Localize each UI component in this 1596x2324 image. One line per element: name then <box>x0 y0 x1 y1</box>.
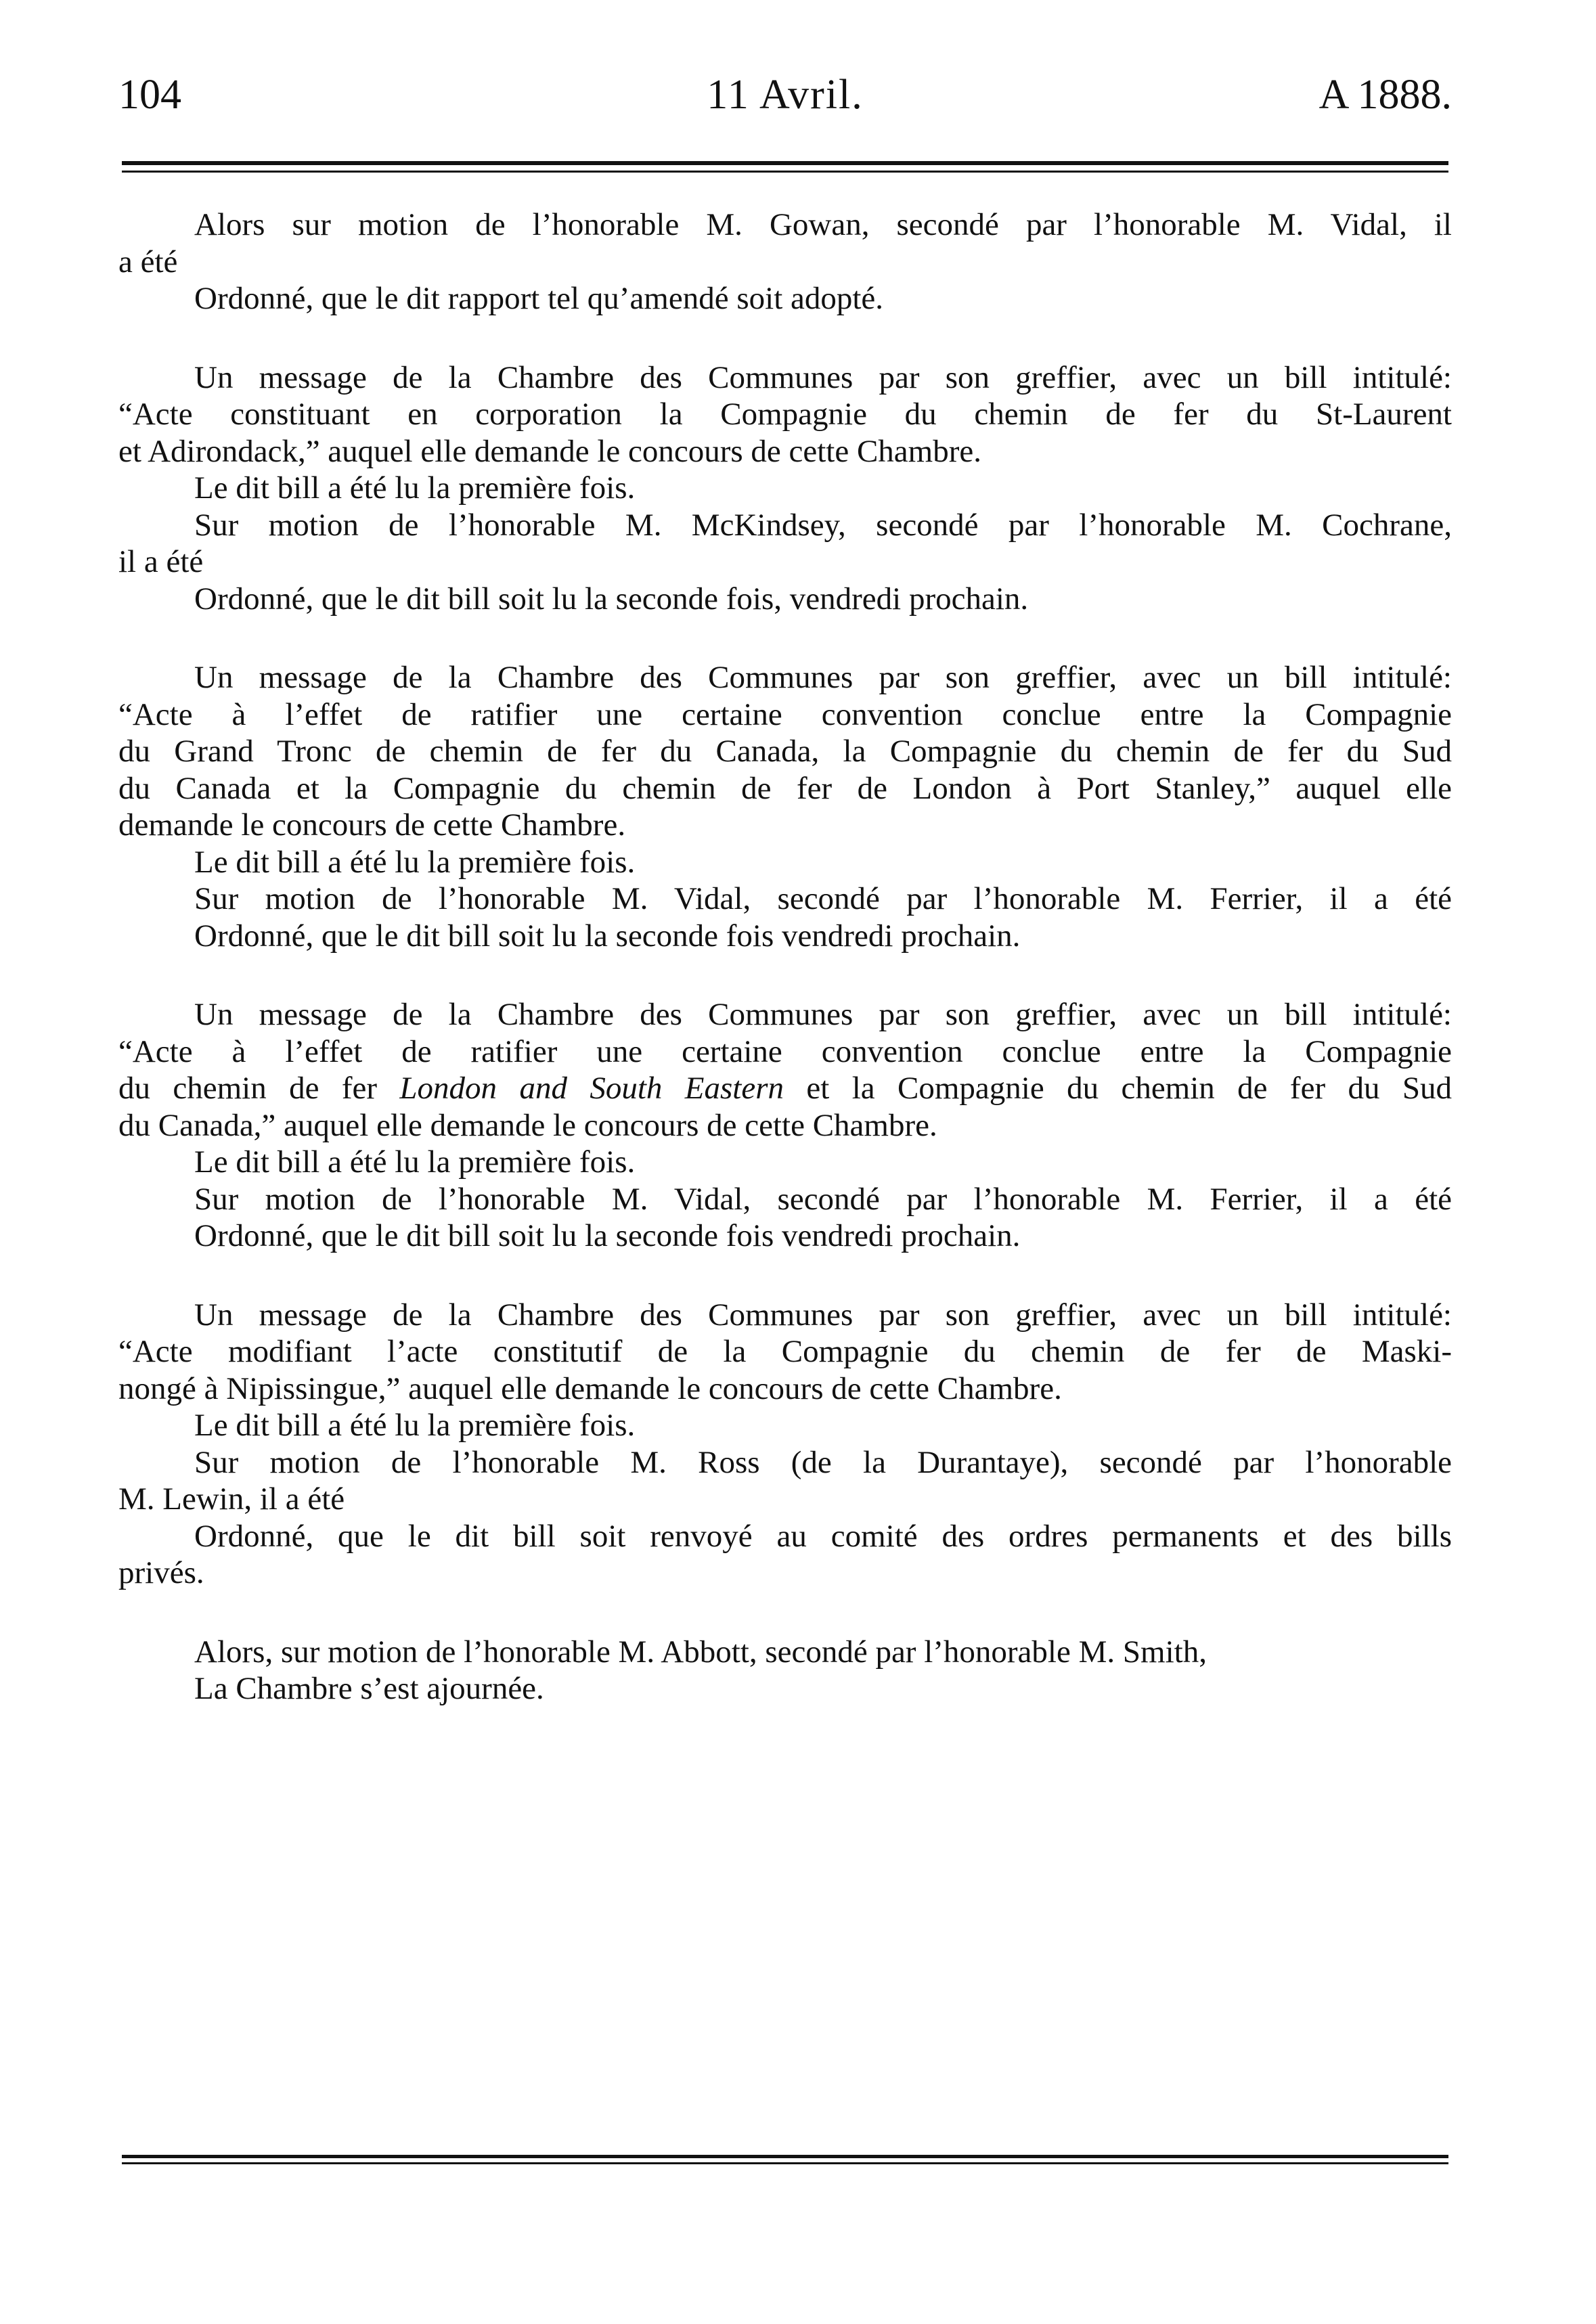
text-line: Le dit bill a été lu la première fois. <box>194 844 636 880</box>
text-line: nongé à Nipissingue,” auquel elle demande le concours de cette Chambre. <box>118 1370 1062 1406</box>
journal-body <box>118 206 1452 1707</box>
header-date: 11 Avril. <box>707 72 864 118</box>
text-line: M. Lewin, il a été <box>118 1481 345 1517</box>
text-line: Ordonné, que le dit rapport tel qu’amendé soit adopté. <box>194 281 884 316</box>
page-header <box>118 64 1452 125</box>
paragraph-grand-tronc-bill <box>118 659 1452 954</box>
text-line: Un message de la Chambre des Communes par son greffier, avec un bill intitulé: <box>194 660 1452 695</box>
text-line: Sur motion de l’honorable M. Vidal, secondé par l’honorable M. Ferrier, il a été <box>194 881 1452 916</box>
railway-name-italic: London and South Eastern <box>399 1071 784 1106</box>
text-line: “Acte à l’effet de ratifier une certaine convention conclue entre la Compagnie <box>118 696 1452 732</box>
text-line: Un message de la Chambre des Communes par son greffier, avec un bill intitulé: <box>194 1297 1452 1333</box>
text-line: du Grand Tronc de chemin de fer du Canada, la Compagnie du chemin de fer du Sud <box>118 734 1452 769</box>
header-year: A 1888. <box>1318 72 1452 118</box>
footer-rule-thick <box>122 2155 1448 2158</box>
text-line: Le dit bill a été lu la première fois. <box>194 1144 636 1180</box>
text-line: Ordonné, que le dit bill soit renvoyé au comité des ordres permanents et des bills <box>194 1518 1452 1554</box>
paragraph-gowan-motion <box>118 206 1452 317</box>
header-rule-thick <box>122 161 1448 165</box>
text-line: du Canada,” auquel elle demande le concours de cette Chambre. <box>118 1107 937 1143</box>
paragraph-st-laurent-bill <box>118 359 1452 618</box>
paragraph-london-south-eastern-bill <box>118 996 1452 1255</box>
text-line: demande le concours de cette Chambre. <box>118 807 626 843</box>
text-line: du Canada et la Compagnie du chemin de fer de London à Port Stanley,” auquel elle <box>118 770 1452 806</box>
text-line: Alors sur motion de l’honorable M. Gowan, secondé par l’honorable M. Vidal, il <box>194 207 1452 242</box>
text-line: “Acte à l’effet de ratifier une certaine convention conclue entre la Compagnie <box>118 1033 1452 1069</box>
text-line: Ordonné, que le dit bill soit lu la seconde fois vendredi prochain. <box>194 1218 1021 1253</box>
paragraph-maskinonge-bill <box>118 1297 1452 1592</box>
text-line: Alors, sur motion de l’honorable M. Abbott, secondé par l’honorable M. Smith, <box>194 1634 1207 1670</box>
text-line: a été <box>118 244 178 280</box>
text-line: Sur motion de l’honorable M. Ross (de la Durantaye), secondé par l’honorable <box>194 1444 1452 1480</box>
text-line: Un message de la Chambre des Communes par son greffier, avec un bill intitulé: <box>194 359 1452 395</box>
footer-rule-thin <box>122 2162 1448 2164</box>
text-fragment: du chemin de fer <box>118 1071 378 1106</box>
text-line: il a été <box>118 544 204 579</box>
text-line <box>118 1070 1452 1107</box>
text-fragment: et la Compagnie du chemin de fer du Sud <box>806 1071 1453 1106</box>
text-line: Le dit bill a été lu la première fois. <box>194 470 636 506</box>
text-line: “Acte constituant en corporation la Compagnie du chemin de fer du St-Laurent <box>118 397 1452 432</box>
text-line: Ordonné, que le dit bill soit lu la seconde fois, vendredi prochain. <box>194 581 1029 617</box>
text-line: “Acte modifiant l’acte constitutif de la Compagnie du chemin de fer de Maski- <box>118 1334 1452 1369</box>
paragraph-adjournment <box>118 1634 1452 1707</box>
header-rule-thin <box>122 171 1448 173</box>
text-line: Ordonné, que le dit bill soit lu la seconde fois vendredi prochain. <box>194 918 1021 954</box>
text-line: La Chambre s’est ajournée. <box>194 1671 544 1706</box>
text-line: Un message de la Chambre des Communes par son greffier, avec un bill intitulé: <box>194 997 1452 1032</box>
page-number: 104 <box>118 72 181 118</box>
text-line: Sur motion de l’honorable M. McKindsey, secondé par l’honorable M. Cochrane, <box>194 507 1452 543</box>
text-line: et Adirondack,” auquel elle demande le concours de cette Chambre. <box>118 433 981 469</box>
text-line: Sur motion de l’honorable M. Vidal, secondé par l’honorable M. Ferrier, il a été <box>194 1181 1452 1217</box>
text-line: privés. <box>118 1555 204 1590</box>
text-line: Le dit bill a été lu la première fois. <box>194 1408 636 1443</box>
